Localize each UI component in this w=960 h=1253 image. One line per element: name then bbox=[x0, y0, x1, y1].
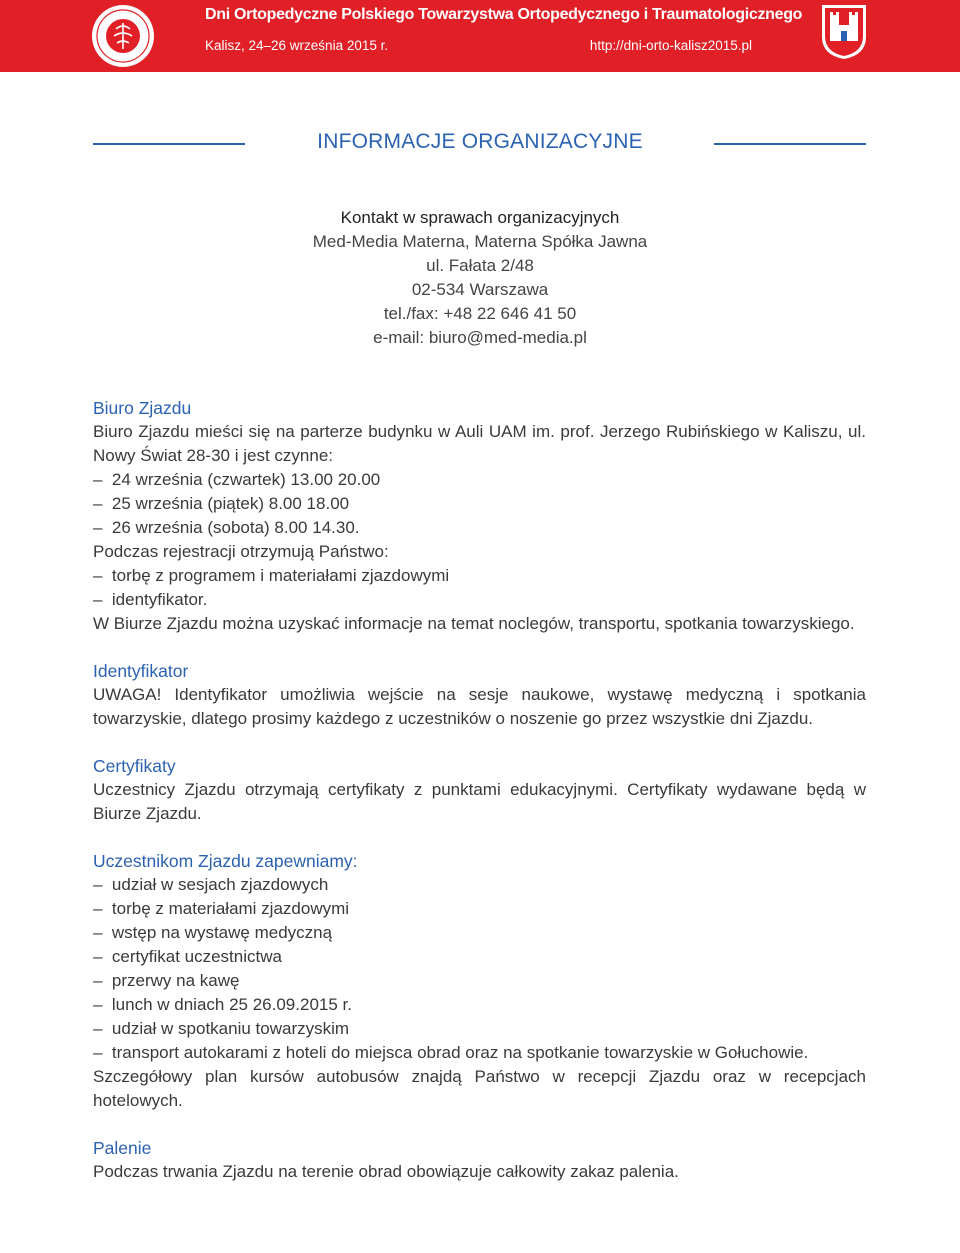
contact-email[interactable]: e-mail: biuro@med-media.pl bbox=[373, 328, 587, 347]
section-heading-identyfikator: Identyfikator bbox=[93, 661, 189, 681]
biuro-hours-item: – 24 września (czwartek) 13.00 20.00 bbox=[93, 468, 866, 492]
biuro-hours-item: – 25 września (piątek) 8.00 18.00 bbox=[93, 492, 866, 516]
main-content bbox=[93, 396, 866, 1184]
contact-company: Med-Media Materna, Materna Spółka Jawna bbox=[312, 232, 648, 251]
header-title: Dni Ortopedyczne Polskiego Towarzystwa Ortopedycznego i Traumatologicznego bbox=[205, 6, 803, 23]
biuro-text: Biuro Zjazdu mieści się na parterze budynku w Auli UAM im. prof. Jerzego Rubińskiego w Kaliszu, ul. Nowy Świat 28-30 i jest czynne: bbox=[93, 422, 866, 465]
zapewniamy-item: – przerwy na kawę bbox=[93, 969, 866, 993]
header-date: Kalisz, 24–26 września 2015 r. bbox=[205, 38, 389, 53]
zapewniamy-item: – udział w sesjach zjazdowych bbox=[93, 873, 866, 897]
header-banner bbox=[0, 0, 960, 72]
contact-heading: Kontakt w sprawach organizacyjnych bbox=[340, 208, 620, 227]
zapewniamy-note: Szczegółowy plan kursów autobusów znajdą Państwo w recepcji Zjazdu oraz w recepcjach hotelowych. bbox=[93, 1067, 866, 1110]
zapewniamy-item: – wstęp na wystawę medyczną bbox=[93, 921, 866, 945]
biuro-hours-item: – 26 września (sobota) 8.00 14.30. bbox=[93, 516, 866, 540]
certyfikaty-text: Uczestnicy Zjazdu otrzymają certyfikaty z punktami edukacyjnymi. Certyfikaty wydawane będą w Biurze Zjazdu. bbox=[93, 780, 866, 823]
biuro-receive-item: – torbę z programem i materiałami zjazdowymi bbox=[93, 564, 866, 588]
header-url-link[interactable]: http://dni-orto-kalisz2015.pl bbox=[589, 38, 752, 53]
contact-city: 02-534 Warszawa bbox=[411, 280, 549, 299]
zapewniamy-item: – torbę z materiałami zjazdowymi bbox=[93, 897, 866, 921]
zapewniamy-item: – transport autokarami z hoteli do miejsca obrad oraz na spotkanie towarzyskie w Gołuchowie. bbox=[93, 1041, 866, 1065]
kalisz-coat-of-arms-icon bbox=[820, 3, 868, 61]
identyfikator-text: UWAGA! Identyfikator umożliwia wejście na sesje naukowe, wystawę medyczną i spotkania towarzyskie, dlatego prosimy każdego z uczestników o noszenie go przez wszystkie dni Zjazdu. bbox=[93, 685, 866, 728]
contact-block bbox=[0, 206, 960, 350]
biuro-info: W Biurze Zjazdu można uzyskać informacje na temat noclegów, transportu, spotkania towarzyskiego. bbox=[93, 614, 855, 633]
section-heading-certyfikaty: Certyfikaty bbox=[93, 756, 176, 776]
zapewniamy-item: – lunch w dniach 25 26.09.2015 r. bbox=[93, 993, 866, 1017]
section-heading-zapewniamy: Uczestnikom Zjazdu zapewniamy: bbox=[93, 851, 358, 871]
section-heading-palenie: Palenie bbox=[93, 1138, 152, 1158]
section-heading-biuro: Biuro Zjazdu bbox=[93, 398, 192, 418]
biuro-receive-item: – identyfikator. bbox=[93, 588, 866, 612]
palenie-text: Podczas trwania Zjazdu na terenie obrad obowiązuje całkowity zakaz palenia. bbox=[93, 1162, 679, 1181]
page-title: INFORMACJE ORGANIZACYJNE bbox=[317, 130, 643, 153]
contact-phone: tel./fax: +48 22 646 41 50 bbox=[383, 304, 577, 323]
zapewniamy-item: – udział w spotkaniu towarzyskim bbox=[93, 1017, 866, 1041]
ptoitr-emblem-icon bbox=[90, 3, 156, 69]
biuro-receive-intro: Podczas rejestracji otrzymują Państwo: bbox=[93, 542, 389, 561]
zapewniamy-item: – certyfikat uczestnictwa bbox=[93, 945, 866, 969]
contact-street: ul. Fałata 2/48 bbox=[426, 256, 534, 275]
